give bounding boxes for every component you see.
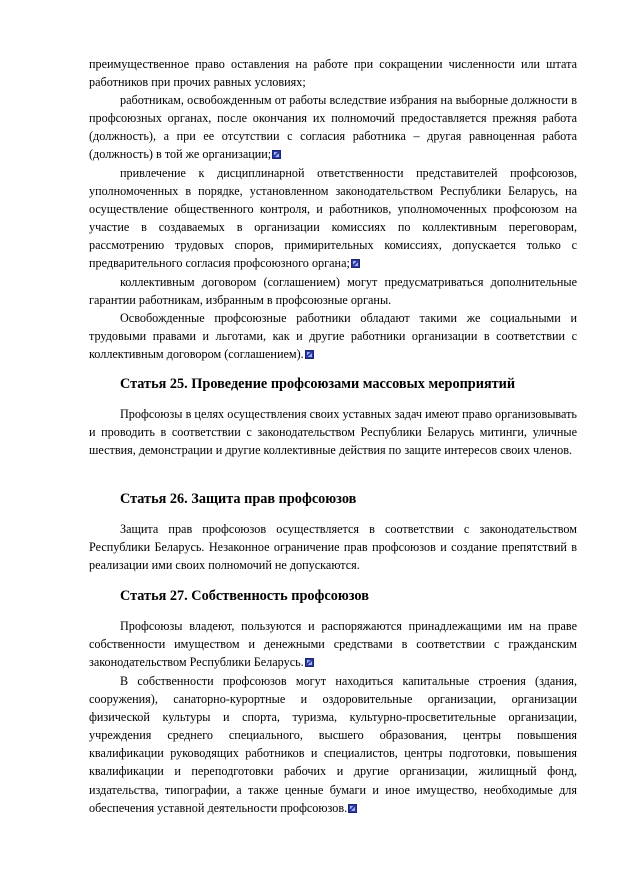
annotation-marker-icon[interactable] bbox=[351, 259, 360, 268]
paragraph-text: Освобожденные профсоюзные работники обладают такими же социальными и трудовыми правами и льготами, как и другие работники организации в соответствии с коллективным договором (соглашением). bbox=[89, 311, 577, 362]
annotation-marker-icon[interactable] bbox=[305, 350, 314, 359]
paragraph bbox=[89, 91, 577, 163]
paragraph-text: Профсоюзы владеют, пользуются и распоряжаются принадлежащими им на праве собственности имуществом и денежными средствами в соответствии с гражданским законодательством Республики Беларусь. bbox=[89, 619, 577, 670]
paragraph-text: Защита прав профсоюзов осуществляется в соответствии с законодательством Республики Беларусь. Незаконное ограничение прав профсоюзов и создание препятствий в реализации ими своих полномочий не допускаются. bbox=[89, 522, 577, 573]
paragraph-text: коллективным договором (соглашением) могут предусматриваться дополнительные гарантии работникам, избранным в профсоюзные органы. bbox=[89, 275, 577, 308]
paragraph-continued bbox=[89, 55, 577, 91]
paragraph-text: привлечение к дисциплинарной ответственности представителей профсоюзов, уполномоченных в порядке, установленном законодательством Республики Беларусь, на осуществление общественного контроля, и работников, уполномоченных профсоюзом на участие в создаваемых в организации комиссиях по коллективным переговорам, рассмотрению трудовых споров, примирительных комиссиях, допускается только с предварительного согласия профсоюзного органа; bbox=[89, 166, 577, 271]
paragraph-text: В собственности профсоюзов могут находиться капитальные строения (здания, сооружения), санаторно-курортные и оздоровительные организации, организации физической культуры и спорта, туризма, культурно-просветительные организации, учреждения среднего специального, высшего образования, центры повышения квалификации руководящих работников и специалистов, центры подготовки, повышения квалификации и переподготовки рабочих и другие организации, жилищный фонд, издательства, типографии, а также ценные бумаги и иное имущество, необходимые для обеспечения уставной деятельности профсоюзов. bbox=[89, 674, 577, 815]
paragraph-text: преимущественное право оставления на работе при сокращении численности или штата работников при прочих равных условиях; bbox=[89, 57, 577, 90]
annotation-marker-icon[interactable] bbox=[272, 150, 281, 159]
paragraph bbox=[89, 273, 577, 309]
article-25-heading: Статья 25. Проведение профсоюзами массовых мероприятий bbox=[120, 376, 516, 392]
article-26-heading: Статья 26. Защита прав профсоюзов bbox=[120, 491, 357, 507]
paragraph bbox=[89, 309, 577, 363]
paragraph bbox=[89, 520, 577, 574]
paragraph bbox=[89, 617, 577, 671]
article-27-heading: Статья 27. Собственность профсоюзов bbox=[120, 588, 369, 604]
paragraph bbox=[89, 672, 577, 817]
paragraph bbox=[89, 164, 577, 273]
paragraph bbox=[89, 405, 577, 459]
paragraph-text: работникам, освобожденным от работы вследствие избрания на выборные должности в профсоюзных органах, после окончания их полномочий предоставляется прежняя работа (должность), а при ее отсутствии с согласия работника – другая равноценная работа (должность) в той же организации; bbox=[89, 93, 577, 162]
paragraph-text: Профсоюзы в целях осуществления своих уставных задач имеют право организовывать и проводить в соответствии с законодательством Республики Беларусь митинги, уличные шествия, демонстрации и другие коллективные действия по защите интересов своих членов. bbox=[89, 407, 577, 458]
annotation-marker-icon[interactable] bbox=[348, 804, 357, 813]
annotation-marker-icon[interactable] bbox=[305, 658, 314, 667]
